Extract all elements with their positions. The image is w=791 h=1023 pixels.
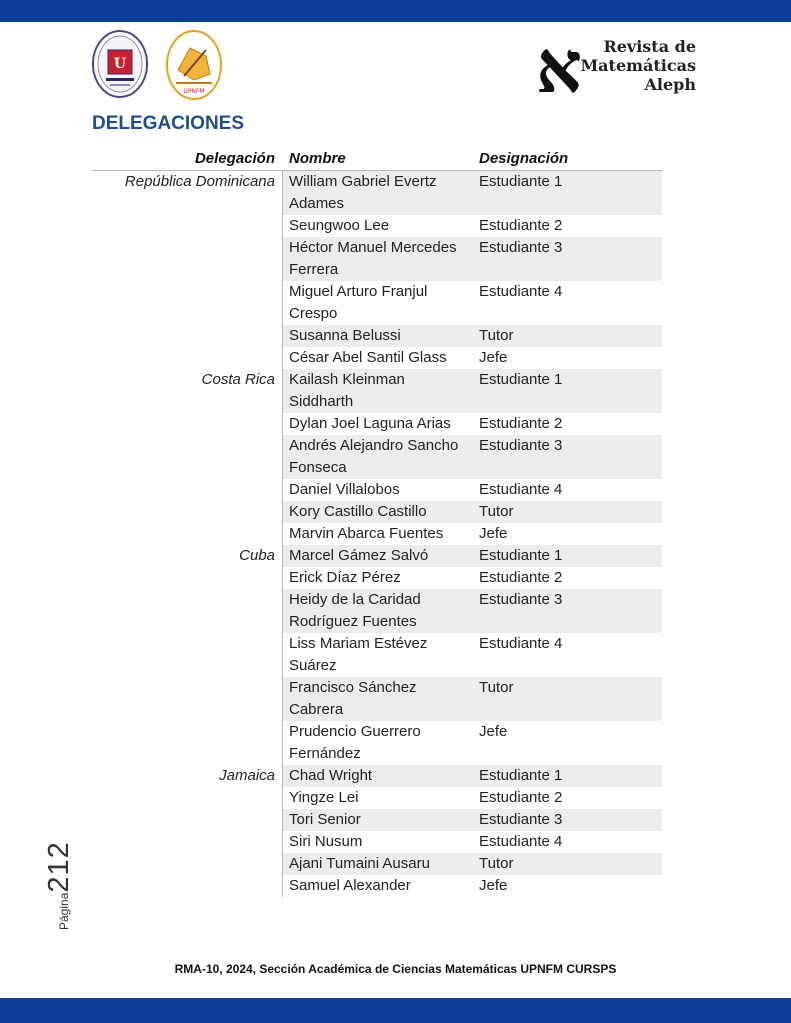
row-content (282, 589, 662, 633)
journal-name (580, 37, 696, 94)
row-content (282, 479, 662, 501)
table-row (92, 281, 662, 325)
table-row (92, 589, 662, 633)
name-cell: Kory Castillo Castillo (289, 503, 427, 520)
delegation-cell (92, 237, 282, 281)
name-cell: Andrés Alejandro Sancho Fonseca (289, 437, 459, 476)
table-row (92, 435, 662, 479)
delegation-cell (92, 589, 282, 633)
row-content (282, 501, 662, 523)
table-row (92, 633, 662, 677)
table-row (92, 853, 662, 875)
designation-cell: Estudiante 3 (479, 239, 563, 256)
journal-name-line2: Matemáticas (580, 56, 696, 75)
delegation-cell: Jamaica (219, 767, 275, 784)
delegation-cell (92, 831, 282, 853)
delegation-cell (92, 567, 282, 589)
name-cell: Héctor Manuel Mercedes Ferrera (289, 239, 457, 278)
designation-cell: Jefe (479, 877, 508, 894)
name-cell: Seungwoo Lee (289, 217, 390, 234)
delegation-cell (92, 479, 282, 501)
designation-cell: Tutor (479, 327, 514, 344)
mathematics-section-logo (166, 30, 222, 100)
section-title: DELEGACIONES (92, 113, 245, 134)
name-cell: Ajani Tumaini Ausaru (289, 855, 430, 872)
top-banner (0, 0, 791, 22)
designation-cell: Estudiante 2 (479, 789, 563, 806)
name-cell: Siri Nusum (289, 833, 363, 850)
journal-brand (530, 28, 710, 98)
row-content (282, 853, 662, 875)
designation-cell: Tutor (479, 679, 514, 696)
designation-cell: Jefe (479, 349, 508, 366)
row-content (282, 567, 662, 589)
row-content (282, 633, 662, 677)
name-cell: Kailash Kleinman Siddharth (289, 371, 405, 410)
designation-cell: Jefe (479, 723, 508, 740)
table-row (92, 875, 662, 897)
table-row (92, 677, 662, 721)
name-cell: Dylan Joel Laguna Arias (289, 415, 451, 432)
designation-cell: Estudiante 4 (479, 833, 563, 850)
delegation-cell (92, 325, 282, 347)
header-designation: Designación (479, 150, 569, 167)
name-cell: William Gabriel Evertz Adames (289, 173, 437, 212)
university-seal-logo (92, 30, 148, 98)
delegation-cell (92, 853, 282, 875)
delegation-cell (92, 875, 282, 897)
row-content (282, 831, 662, 853)
delegation-cell: República Dominicana (124, 173, 275, 190)
row-content (282, 765, 662, 787)
page-word: Página (57, 892, 71, 930)
designation-cell: Estudiante 3 (479, 811, 563, 828)
delegation-cell (92, 787, 282, 809)
delegation-cell (92, 281, 282, 325)
name-cell: Francisco Sánchez Cabrera (289, 679, 417, 718)
row-content (282, 347, 662, 369)
svg-text:U: U (113, 56, 127, 72)
designation-cell: Estudiante 3 (479, 591, 563, 608)
row-content (282, 523, 662, 545)
designation-cell: Estudiante 2 (479, 569, 563, 586)
name-cell: Marcel Gámez Salvó (289, 547, 429, 564)
name-cell: Prudencio Guerrero Fernández (289, 723, 421, 762)
table-row (92, 215, 662, 237)
designation-cell: Tutor (479, 503, 514, 520)
svg-text:א: א (535, 28, 583, 98)
designation-cell: Estudiante 1 (479, 547, 563, 564)
table-row (92, 501, 662, 523)
table-header (92, 148, 662, 171)
table-body (92, 171, 662, 897)
name-cell: Yingze Lei (289, 789, 359, 806)
delegation-cell (92, 721, 282, 765)
name-cell: Susanna Belussi (289, 327, 401, 344)
row-content (282, 545, 662, 567)
row-content (282, 369, 662, 413)
svg-text:UPNFM: UPNFM (183, 88, 205, 95)
table-row (92, 545, 662, 567)
row-content (282, 721, 662, 765)
designation-cell: Estudiante 3 (479, 437, 563, 454)
row-content (282, 787, 662, 809)
journal-name-line1: Revista de (603, 37, 696, 56)
page-number-value: 212 (43, 841, 75, 893)
table-row (92, 479, 662, 501)
designation-cell: Estudiante 1 (479, 173, 563, 190)
bottom-banner (0, 998, 791, 1023)
name-cell: Daniel Villalobos (289, 481, 400, 498)
name-cell: Tori Senior (289, 811, 361, 828)
row-content (282, 325, 662, 347)
journal-name-line3: Aleph (644, 75, 696, 94)
footer-citation: RMA-10, 2024, Sección Académica de Ciencias Matemáticas UPNFM CURSPS (174, 962, 617, 976)
table-row (92, 765, 662, 787)
page-number (43, 810, 75, 930)
row-content (282, 677, 662, 721)
row-content (282, 171, 662, 215)
table-row (92, 523, 662, 545)
delegation-cell (92, 215, 282, 237)
designation-cell: Estudiante 4 (479, 283, 563, 300)
row-content (282, 809, 662, 831)
delegation-cell (92, 809, 282, 831)
table-row (92, 721, 662, 765)
table-row (92, 831, 662, 853)
name-cell: Liss Mariam Estévez Suárez (289, 635, 428, 674)
row-content (282, 413, 662, 435)
table-row (92, 171, 662, 215)
header-name: Nombre (289, 150, 346, 167)
delegations-table (92, 148, 662, 897)
aleph-logo-icon (530, 28, 588, 98)
name-cell: Marvin Abarca Fuentes (289, 525, 444, 542)
designation-cell: Estudiante 1 (479, 371, 563, 388)
delegation-cell (92, 347, 282, 369)
delegation-cell (92, 633, 282, 677)
name-cell: Erick Díaz Pérez (289, 569, 401, 586)
table-row (92, 787, 662, 809)
table-row (92, 347, 662, 369)
table-row (92, 325, 662, 347)
designation-cell: Estudiante 2 (479, 217, 563, 234)
table-row (92, 237, 662, 281)
row-content (282, 875, 662, 897)
delegation-cell (92, 523, 282, 545)
delegation-cell (92, 435, 282, 479)
table-row (92, 809, 662, 831)
table-row (92, 369, 662, 413)
name-cell: Chad Wright (289, 767, 373, 784)
row-content (282, 215, 662, 237)
name-cell: Samuel Alexander (289, 877, 411, 894)
row-content (282, 435, 662, 479)
delegation-cell (92, 677, 282, 721)
delegation-cell: Costa Rica (201, 371, 275, 388)
designation-cell: Estudiante 4 (479, 635, 563, 652)
delegation-cell: Cuba (239, 547, 275, 564)
delegation-cell (92, 413, 282, 435)
delegation-cell (92, 501, 282, 523)
designation-cell: Tutor (479, 855, 514, 872)
header-delegation: Delegación (194, 150, 275, 167)
table-row (92, 567, 662, 589)
row-content (282, 281, 662, 325)
name-cell: Miguel Arturo Franjul Crespo (289, 283, 428, 322)
name-cell: César Abel Santil Glass (289, 349, 447, 366)
table-row (92, 413, 662, 435)
designation-cell: Jefe (479, 525, 508, 542)
name-cell: Heidy de la Caridad Rodríguez Fuentes (289, 591, 421, 630)
row-content (282, 237, 662, 281)
designation-cell: Estudiante 2 (479, 415, 563, 432)
designation-cell: Estudiante 1 (479, 767, 563, 784)
designation-cell: Estudiante 4 (479, 481, 563, 498)
